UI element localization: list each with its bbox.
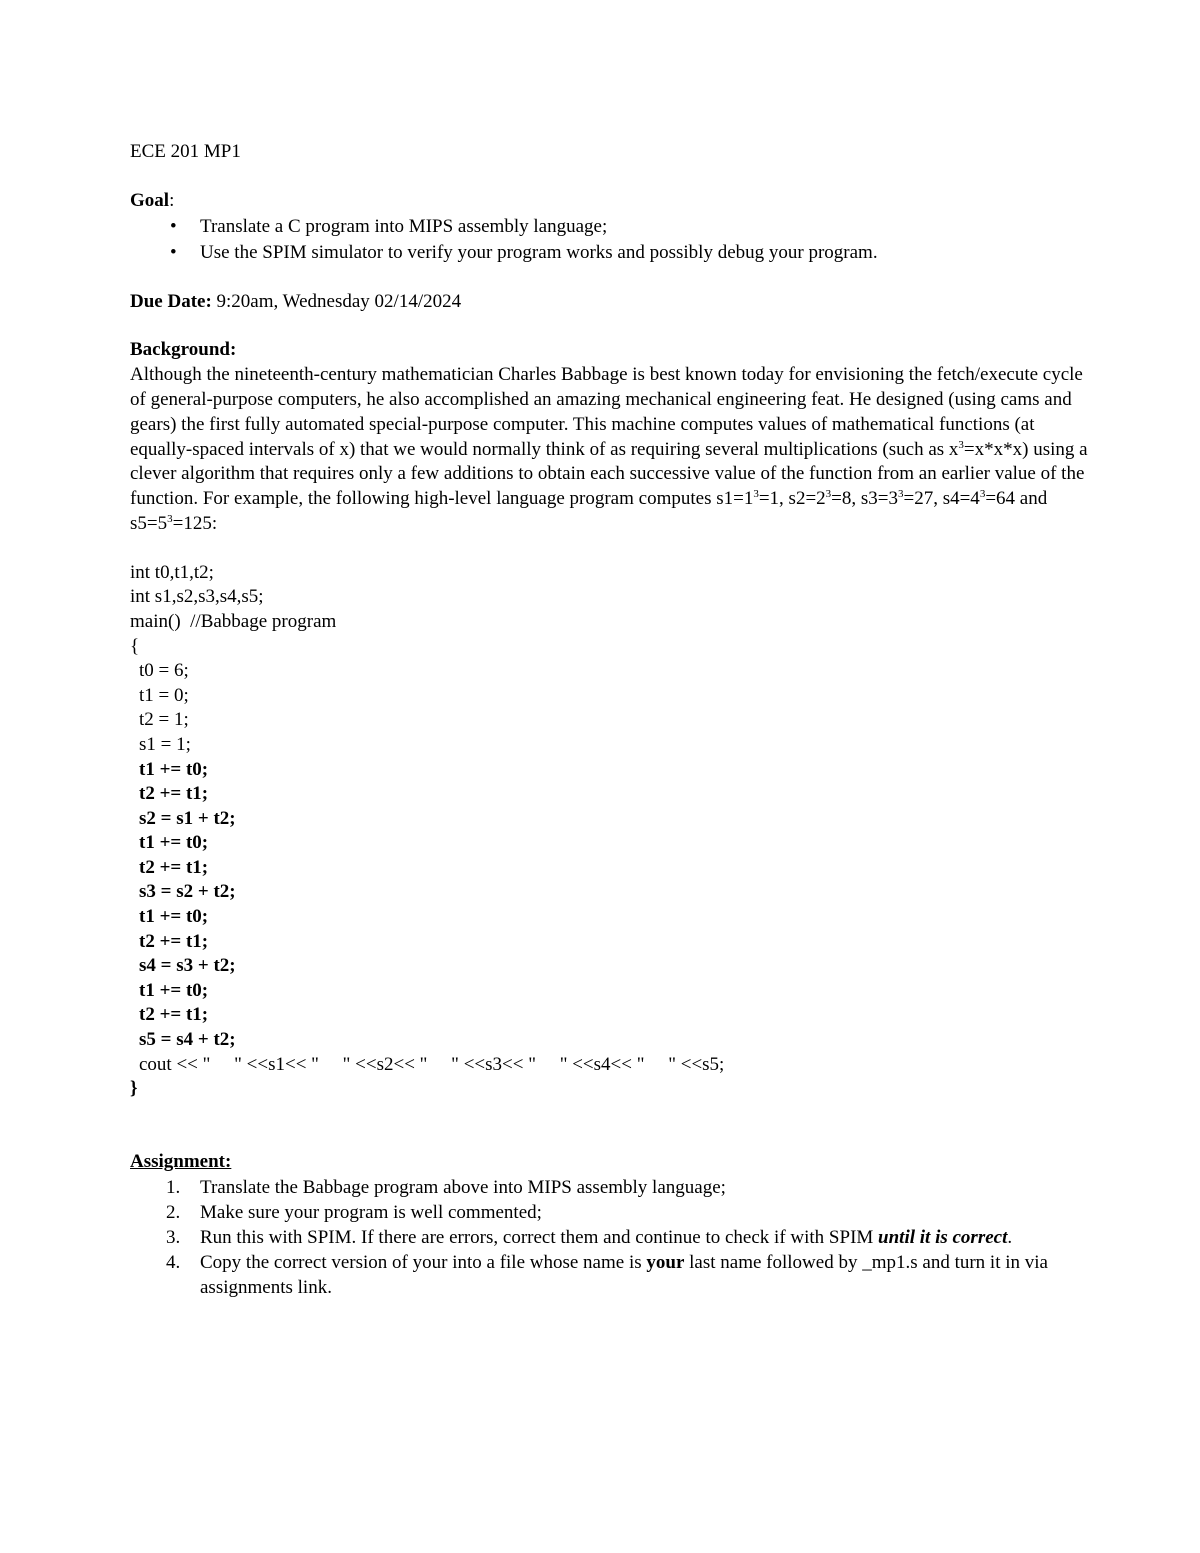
- goal-heading-colon: :: [169, 189, 175, 211]
- item-number: 4.: [166, 1251, 181, 1273]
- code-text: t2 += t1;: [139, 930, 209, 952]
- goal-list: [130, 214, 1090, 266]
- code-line: t1 = 0;: [139, 684, 189, 706]
- due-date-value: 9:20am, Wednesday 02/14/2024: [211, 290, 462, 312]
- item-text: Run this with SPIM. If there are errors, correct them and continue to check if with SPIM: [200, 1226, 879, 1248]
- background-text-7: =125:: [172, 512, 218, 534]
- item-number: 2.: [166, 1201, 181, 1223]
- code-text: s2 = s1 + t2;: [139, 807, 236, 829]
- code-line-bold: [130, 905, 1090, 930]
- code-line-bold: [130, 831, 1090, 856]
- assignment-heading: [130, 1150, 1090, 1175]
- item-tail: last name followed by _mp1.s and turn it in via assignments link.: [200, 1251, 1048, 1298]
- item-text: Copy the correct version of your into a file whose name is: [200, 1251, 647, 1273]
- code-line-bold: [130, 1077, 1090, 1102]
- code-text: s4 = s3 + t2;: [139, 955, 236, 977]
- code-line: t2 = 1;: [139, 709, 189, 731]
- background-paragraph: [130, 363, 1090, 537]
- code-line: cout << " " <<s1<< " " <<s2<< " " <<s3<< " " <<s4<< " " <<s5;: [139, 1053, 725, 1075]
- code-line: t0 = 6;: [139, 660, 189, 682]
- goal-bullet-2: • Use the SPIM simulator to verify your program works and possibly debug your program.: [200, 240, 1090, 266]
- code-line-bold: [130, 807, 1090, 832]
- code-text: s5 = s4 + t2;: [139, 1029, 236, 1051]
- superscript: 3: [753, 488, 759, 501]
- goal-bullet-1: • Translate a C program into MIPS assembly language;: [200, 214, 1090, 240]
- assignment-list: [130, 1175, 1090, 1300]
- document-page: [130, 140, 1090, 1300]
- code-text: }: [130, 1078, 138, 1100]
- item-number: 3.: [166, 1226, 181, 1248]
- code-line-bold: [130, 880, 1090, 905]
- assignment-item: [166, 1175, 1090, 1200]
- code-text: t1 += t0;: [139, 758, 209, 780]
- code-text: t2 += t1;: [139, 1004, 209, 1026]
- code-line-bold: [130, 930, 1090, 955]
- item-number: 1.: [166, 1176, 181, 1198]
- code-line: main() //Babbage program: [130, 610, 337, 632]
- code-line-bold: [130, 1028, 1090, 1053]
- assignment-item: [166, 1225, 1090, 1250]
- background-text-2: =x*x*x) using a clever algorithm that requires only a few additions to obtain each successive value of the function from an earlier value of the function. For example, the following high-level language program computes s1=1: [130, 438, 1088, 510]
- code-line-bold: [130, 856, 1090, 881]
- code-line-bold: [130, 782, 1090, 807]
- item-text: Make sure your program is well commented;: [200, 1201, 542, 1223]
- code-line: {: [130, 635, 140, 657]
- superscript: 3: [167, 512, 173, 525]
- superscript: 3: [825, 488, 832, 501]
- background-text-3: =1, s2=2: [758, 488, 826, 510]
- assignment-item: [166, 1200, 1090, 1225]
- superscript: 3: [897, 488, 904, 501]
- code-text: t1 += t0;: [139, 906, 209, 928]
- code-text: t2 += t1;: [139, 783, 209, 805]
- background-heading: [130, 338, 1090, 363]
- code-line: int s1,s2,s3,s4,s5;: [130, 586, 264, 608]
- assignment-heading-text: Assignment:: [130, 1150, 232, 1172]
- background-text-4: =8, s3=3: [831, 488, 898, 510]
- due-date-label: Due Date:: [130, 290, 212, 312]
- code-line-bold: [130, 1003, 1090, 1028]
- due-date: [130, 290, 1090, 315]
- code-line-bold: [130, 979, 1090, 1004]
- code-text: t2 += t1;: [139, 856, 209, 878]
- code-text: t1 += t0;: [139, 979, 209, 1001]
- code-text: s3 = s2 + t2;: [139, 881, 236, 903]
- code-line-bold: [130, 954, 1090, 979]
- item-text: Translate the Babbage program above into MIPS assembly language;: [200, 1176, 726, 1198]
- item-bold: your: [646, 1251, 685, 1273]
- superscript: 3: [958, 438, 964, 451]
- background-text-5: =27, s4=4: [903, 488, 980, 510]
- course-title: ECE 201 MP1: [130, 141, 241, 162]
- assignment-item: [166, 1250, 1090, 1300]
- background-text-1: Although the nineteenth-century mathematician Charles Babbage is best known today for envisioning the fetch/execute cycle of general-purpose computers, he also accomplished an amazing mechanical engineering feat. He designed (using cams and gears) the first fully automated special-purpose computer. This machine computes values of mathematical functions (at equally-spaced intervals of x) that we would normally think of as requiring several multiplications (such as x: [130, 364, 1083, 460]
- code-line-bold: [130, 758, 1090, 783]
- background-text-6: =64 and s5=5: [130, 488, 1048, 534]
- item-tail: .: [1007, 1226, 1013, 1248]
- goal-heading-text: Goal: [130, 189, 170, 211]
- item-emphasis: until it is correct: [878, 1226, 1008, 1248]
- code-text: t1 += t0;: [139, 832, 209, 854]
- background-heading-text: Background:: [130, 339, 237, 361]
- code-line: int t0,t1,t2;: [130, 561, 214, 583]
- code-block: [130, 561, 1090, 1102]
- goal-heading: [130, 189, 1090, 214]
- superscript: 3: [979, 488, 986, 501]
- code-line: s1 = 1;: [139, 733, 191, 755]
